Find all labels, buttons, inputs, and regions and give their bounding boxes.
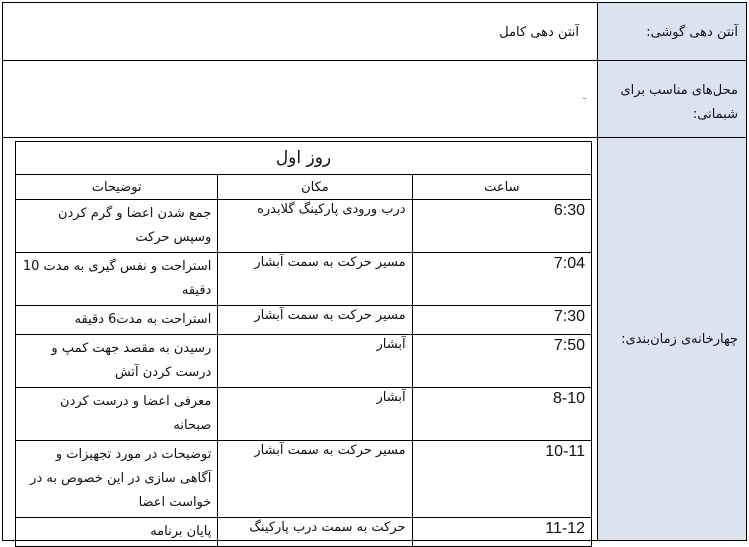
schedule-table xyxy=(15,141,592,547)
schedule-title-row xyxy=(16,142,592,175)
row-place: مسیر حرکت به سمت آبشار xyxy=(218,253,412,306)
schedule-label xyxy=(597,138,746,540)
row-time: 7:04 xyxy=(412,253,591,306)
row-desc: استراحت و نفس گیری به مدت 10 دقیقه xyxy=(16,253,218,306)
row-place: آبشار xyxy=(218,388,412,441)
row-time: 7:30 xyxy=(412,306,591,335)
table-row xyxy=(16,253,592,306)
row-time: 11-12 xyxy=(412,518,591,547)
row-place: آبشار xyxy=(218,335,412,388)
overnight-places-label: محل‌های مناسب برای شبمانی: xyxy=(597,61,746,137)
header-time: ساعت xyxy=(412,175,591,200)
row-desc: توضیحات در مورد تجهیزات و آگاهی سازی در این خصوص به در خواست اعضا xyxy=(16,441,218,518)
row-desc: رسیدن به مقصد جهت کمپ و درست کردن آتش xyxy=(16,335,218,388)
table-row xyxy=(16,200,592,253)
schedule-container xyxy=(3,138,597,540)
schedule-title: روز اول xyxy=(16,142,592,175)
row-time: 7:50 xyxy=(412,335,591,388)
row-place: مسیر حرکت به سمت آبشار xyxy=(218,306,412,335)
row-time: 6:30 xyxy=(412,200,591,253)
overnight-places-value: - xyxy=(582,91,587,106)
row-desc: جمع شدن اعضا و گرم کردن وسپس حرکت xyxy=(16,200,218,253)
schedule-label-text: چهارخانه‌ی زمان‌بندی: xyxy=(621,331,738,347)
row-place: حرکت به سمت درب پارکینگ xyxy=(218,518,412,547)
phone-signal-row xyxy=(3,3,746,61)
header-desc: توضیحات xyxy=(16,175,218,200)
row-place: مسیر حرکت به سمت آبشار xyxy=(218,441,412,518)
phone-signal-label: آنتن دهی گوشی: xyxy=(597,3,746,60)
row-desc: معرفی اعضا و درست کردن صبحانه xyxy=(16,388,218,441)
row-place: درب ورودی پارکینگ گلابدره xyxy=(218,200,412,253)
schedule-header-row xyxy=(16,175,592,200)
row-desc: پایان برنامه xyxy=(16,518,218,547)
row-time: 8-10 xyxy=(412,388,591,441)
header-place: مکان xyxy=(218,175,412,200)
table-row xyxy=(16,335,592,388)
table-row xyxy=(16,441,592,518)
table-row xyxy=(16,306,592,335)
form-table xyxy=(2,2,747,541)
table-row xyxy=(16,388,592,441)
phone-signal-value: آنتن دهی کامل xyxy=(499,25,579,40)
row-desc: استراحت به مدت6 دقیقه xyxy=(16,306,218,335)
row-time: 10-11 xyxy=(412,441,591,518)
schedule-row xyxy=(3,138,746,540)
table-row xyxy=(16,518,592,547)
overnight-places-row xyxy=(3,61,746,138)
